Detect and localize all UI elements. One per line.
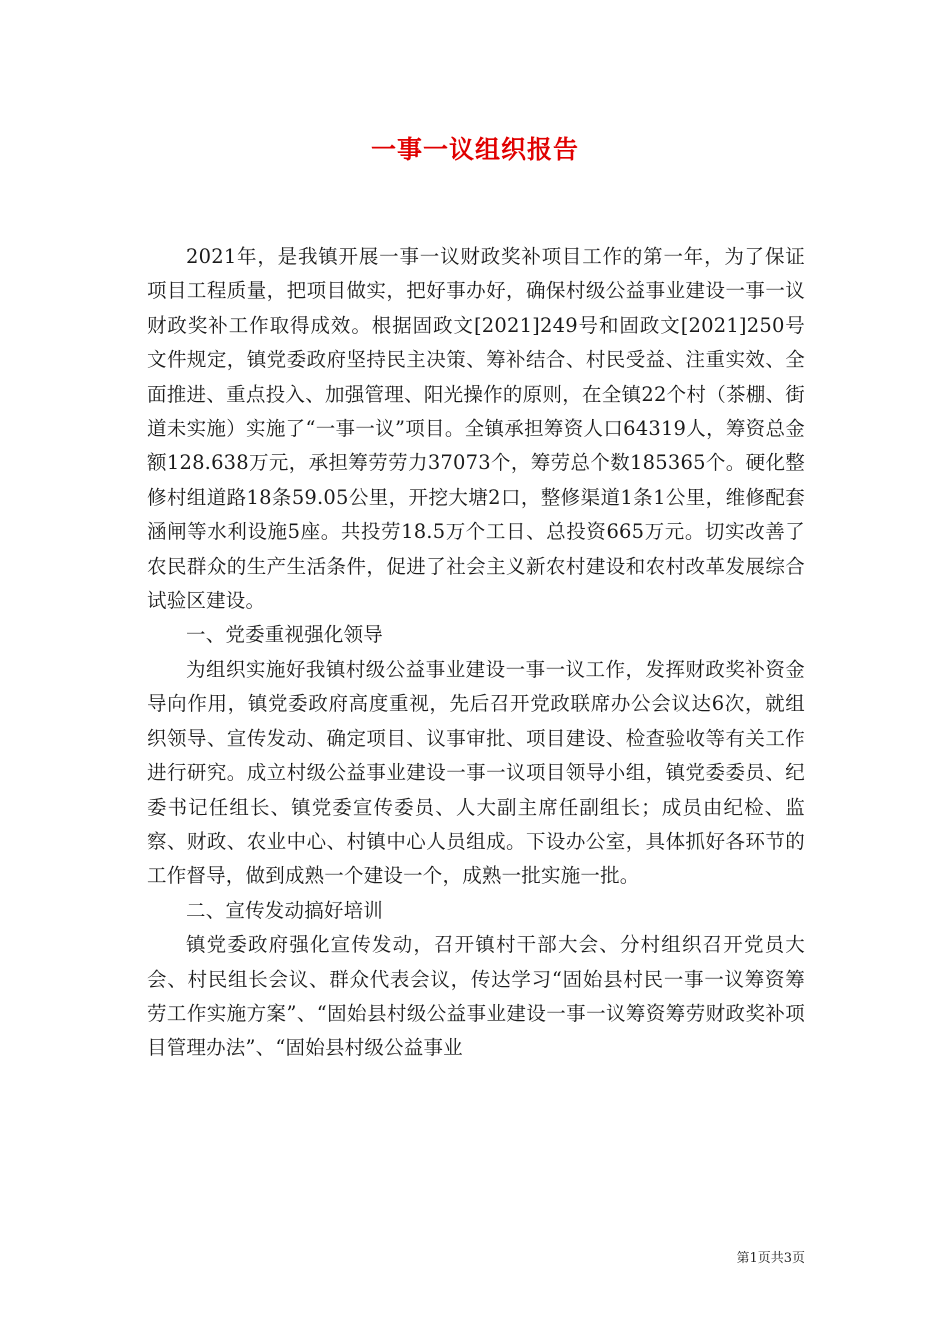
page-number-footer: 第1页共3页 (736, 1251, 805, 1266)
document-body (147, 240, 805, 1066)
section-1-paragraph: 为组织实施好我镇村级公益事业建设一事一议工作，发挥财政奖补资金导向作用，镇党委政府高度重视，先后召开党政联席办公会议达6次，就组织领导、宣传发动、确定项目、议事审批、项目建设、检查验收等有关工作进行研究。成立村级公益事业建设一事一议项目领导小组，镇党委委员、纪委书记任组长、镇党委宣传委员、人大副主席任副组长；成员由纪检、监察、财政、农业中心、村镇中心人员组成。下设办公室，具体抓好各环节的工作督导，做到成熟一个建设一个，成熟一批实施一批。 (147, 657, 805, 888)
section-heading-1: 一、党委重视强化领导 (186, 623, 384, 647)
section-2-paragraph: 镇党委政府强化宣传发动，召开镇村干部大会、分村组织召开党员大会、村民组长会议、群众代表会议，传达学习“固始县村民一事一议筹资筹劳工作实施方案”、“固始县村级公益事业建设一事一议筹资筹劳财政奖补项目管理办法”、“固始县村级公益事业 (147, 933, 805, 1060)
intro-paragraph: 2021年，是我镇开展一事一议财政奖补项目工作的第一年，为了保证项目工程质量，把项目做实，把好事办好，确保村级公益事业建设一事一议财政奖补工作取得成效。根据固政文[2021]249号和固政文[2021]250号文件规定，镇党委政府坚持民主决策、筹补结合、村民受益、注重实效、全面推进、重点投入、加强管理、阳光操作的原则，在全镇22个村（茶棚、街道未实施）实施了“一事一议”项目。全镇承担筹资人口64319人，筹资总金额128.638万元，承担筹劳劳力37073个，筹劳总个数185365个。硬化整修村组道路18条59.05公里，开挖大塘2口，整修渠道1条1公里，维修配套涵闸等水利设施5座。共投劳18.5万个工日、总投资665万元。切实改善了农民群众的生产生活条件，促进了社会主义新农村建设和农村改革发展综合试验区建设。 (147, 245, 805, 613)
section-heading-2: 二、宣传发动搞好培训 (186, 898, 384, 922)
document-title: 一事一议组织报告 (370, 135, 579, 164)
